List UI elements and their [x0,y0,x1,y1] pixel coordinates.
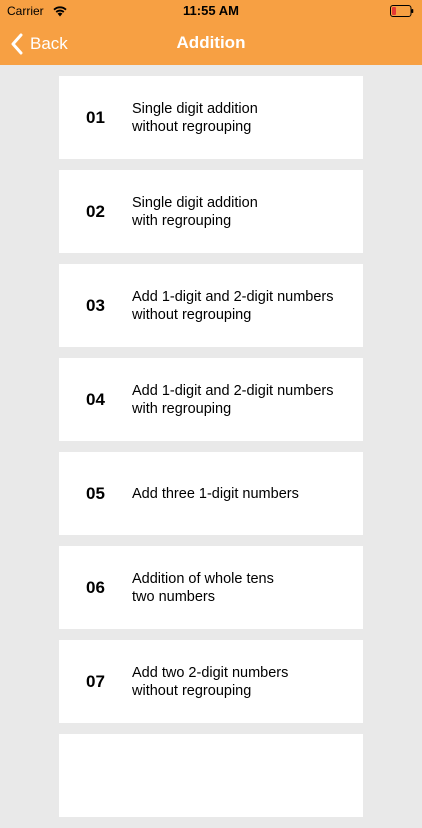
lesson-item[interactable] [59,546,363,629]
page-title: Addition [176,33,246,52]
lesson-item[interactable] [59,170,363,253]
lesson-title: Add three 1-digit numbers [132,485,299,502]
lesson-number: 01 [86,107,105,127]
lesson-number: 02 [86,201,105,221]
lesson-title: Add two 2-digit numbers without regrouping [132,664,289,699]
status-bar [0,0,422,22]
battery-low-icon [390,5,414,17]
lesson-title: Addition of whole tens two numbers [132,570,274,605]
lesson-item[interactable] [59,452,363,535]
lesson-item[interactable] [59,734,363,817]
lesson-number: 05 [86,483,105,503]
lesson-number: 07 [86,671,105,691]
lesson-item[interactable] [59,76,363,159]
lesson-title: Add 1-digit and 2-digit numbers without regrouping [132,288,334,323]
lesson-item[interactable] [59,264,363,347]
lesson-item[interactable] [59,358,363,441]
lesson-number: 03 [86,295,105,315]
carrier-label: Carrier [7,4,44,18]
lesson-title: Single digit addition without regrouping [132,100,258,135]
lesson-number: 06 [86,577,105,597]
status-time: 11:55 AM [183,3,239,18]
back-label: Back [30,34,68,53]
app-header [0,0,422,65]
lesson-list [59,76,363,828]
lesson-title: Add 1-digit and 2-digit numbers with regrouping [132,382,334,417]
lesson-number: 04 [86,389,105,409]
lesson-title: Single digit addition with regrouping [132,194,258,229]
navigation-bar [0,22,422,65]
lesson-item[interactable] [59,640,363,723]
